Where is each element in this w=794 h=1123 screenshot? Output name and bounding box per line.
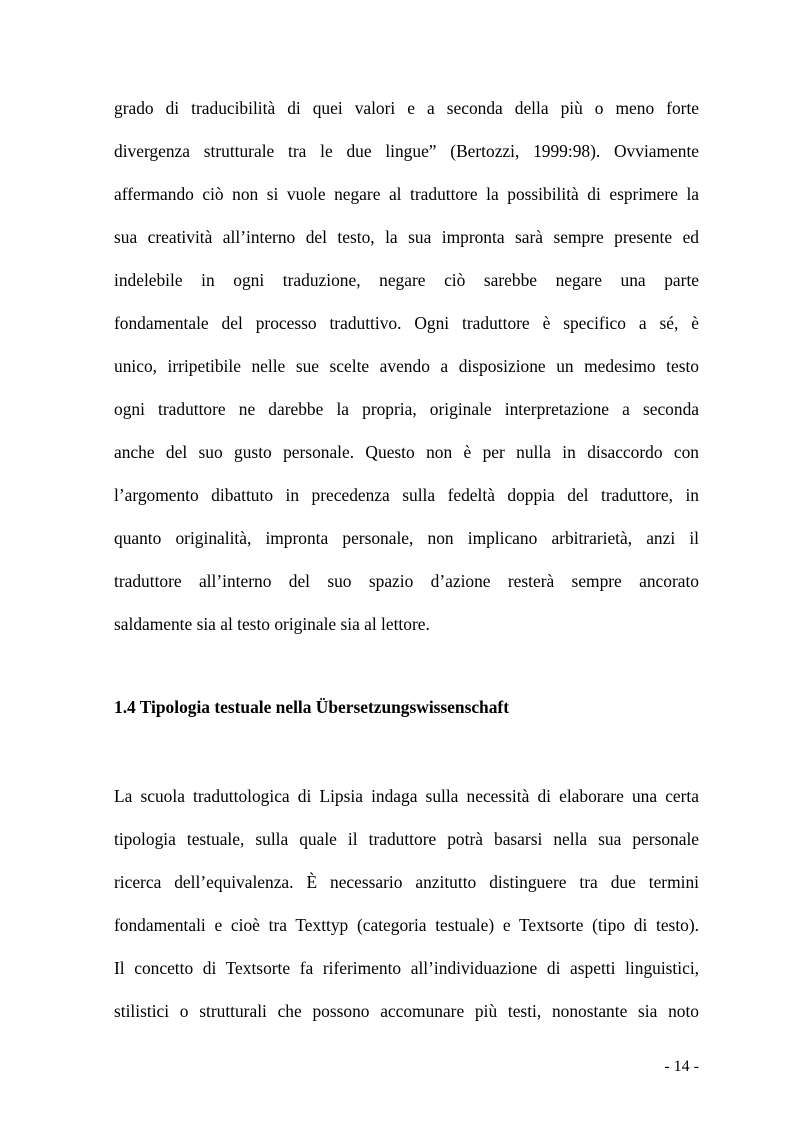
text-line: anche del suo gusto personale. Questo non è per nulla in disaccordo con — [114, 442, 699, 462]
text-line: fondamentale del processo traduttivo. Ogni traduttore è specifico a sé, è — [114, 313, 699, 333]
text-line: quanto originalità, impronta personale, non implicano arbitrarietà, anzi il — [114, 528, 699, 548]
text-line: ricerca dell’equivalenza. È necessario anzitutto distinguere tra due termini — [114, 872, 699, 892]
text-line: ogni traduttore ne darebbe la propria, originale interpretazione a seconda — [114, 399, 699, 419]
text-line: indelebile in ogni traduzione, negare ciò sarebbe negare una parte — [114, 270, 699, 290]
text-line: tipologia testuale, sulla quale il traduttore potrà basarsi nella sua personale — [114, 829, 699, 849]
text-line: divergenza strutturale tra le due lingue” (Bertozzi, 1999:98). Ovviamente — [114, 141, 699, 161]
text-line: fondamentali e cioè tra Texttyp (categoria testuale) e Textsorte (tipo di testo). — [114, 915, 699, 935]
text-line: grado di traducibilità di quei valori e a seconda della più o meno forte — [114, 98, 699, 118]
text-line: sua creatività all’interno del testo, la sua impronta sarà sempre presente ed — [114, 227, 699, 247]
text-line: unico, irripetibile nelle sue scelte avendo a disposizione un medesimo testo — [114, 356, 699, 376]
text-line: traduttore all’interno del suo spazio d’azione resterà sempre ancorato — [114, 571, 699, 591]
section-heading: 1.4 Tipologia testuale nella Übersetzungswissenschaft — [114, 697, 510, 717]
text-line: stilistici o strutturali che possono accomunare più testi, nonostante sia noto — [114, 1001, 699, 1021]
text-line: affermando ciò non si vuole negare al traduttore la possibilità di esprimere la — [114, 184, 699, 204]
text-line: Il concetto di Textsorte fa riferimento all’individuazione di aspetti linguistici, — [114, 958, 699, 978]
text-line: l’argomento dibattuto in precedenza sulla fedeltà doppia del traduttore, in — [114, 485, 699, 505]
page-number: - 14 - — [664, 1058, 699, 1075]
text-line: La scuola traduttologica di Lipsia indaga sulla necessità di elaborare una certa — [114, 786, 699, 806]
text-line: saldamente sia al testo originale sia al lettore. — [114, 614, 430, 634]
